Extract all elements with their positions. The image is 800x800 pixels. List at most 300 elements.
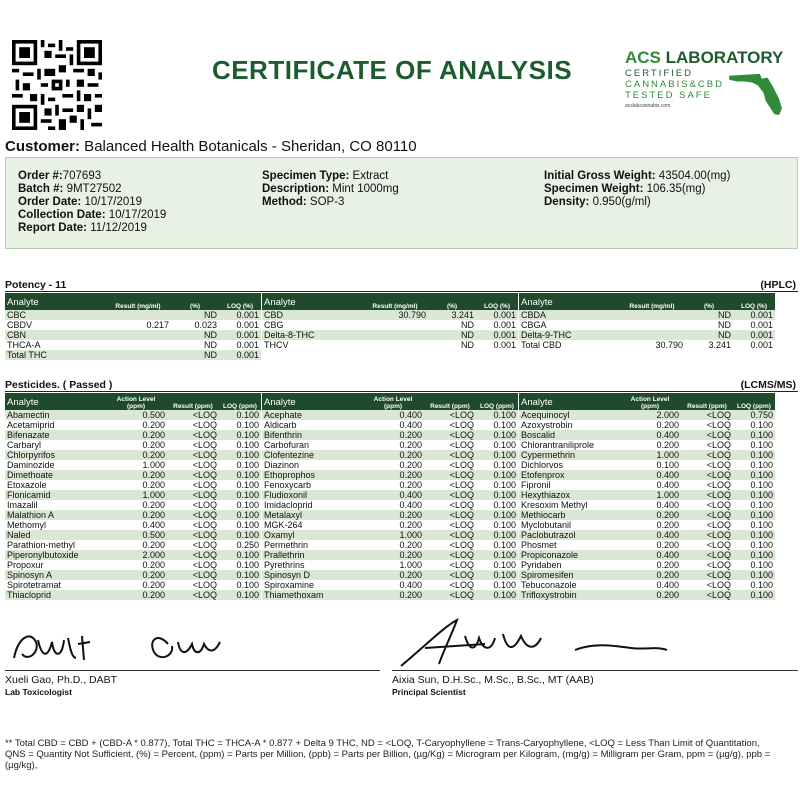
analyte-cell: Bifenthrin bbox=[262, 430, 362, 440]
value-cell: 0.100 bbox=[219, 560, 261, 570]
signer-role: Principal Scientist bbox=[392, 687, 466, 697]
value-cell: 0.400 bbox=[362, 500, 424, 510]
analyte-cell: Myclobutanil bbox=[519, 520, 619, 530]
table-row bbox=[262, 440, 518, 450]
value-cell: 0.100 bbox=[733, 570, 775, 580]
table-row bbox=[5, 470, 261, 480]
analyte-cell: Thiacloprid bbox=[5, 590, 105, 600]
florida-map-icon bbox=[727, 70, 785, 118]
value-cell: <LOQ bbox=[167, 500, 219, 510]
column-header: Analyte bbox=[5, 393, 105, 410]
info-field bbox=[544, 196, 730, 209]
value-cell: 0.217 bbox=[105, 320, 171, 330]
value-cell: 0.100 bbox=[476, 440, 518, 450]
table-row bbox=[519, 520, 775, 530]
value-cell: 30.790 bbox=[619, 340, 685, 350]
analyte-cell: Carbofuran bbox=[262, 440, 362, 450]
value-cell: <LOQ bbox=[681, 410, 733, 420]
value-cell: <LOQ bbox=[167, 590, 219, 600]
column-header: LOQ (ppm) bbox=[476, 393, 518, 410]
info-label: Order #: bbox=[18, 170, 63, 182]
value-cell: 0.100 bbox=[476, 550, 518, 560]
table-row bbox=[5, 340, 261, 350]
value-cell: <LOQ bbox=[681, 430, 733, 440]
value-cell: 1.000 bbox=[619, 450, 681, 460]
value-cell: 0.200 bbox=[105, 480, 167, 490]
value-cell: 0.200 bbox=[362, 450, 424, 460]
info-value: Extract bbox=[349, 170, 389, 182]
value-cell: 0.100 bbox=[219, 410, 261, 420]
value-cell: 0.001 bbox=[219, 310, 261, 320]
value-cell: 0.200 bbox=[619, 420, 681, 430]
value-cell: 0.100 bbox=[733, 550, 775, 560]
table-row bbox=[519, 540, 775, 550]
value-cell: 0.023 bbox=[171, 320, 219, 330]
value-cell: <LOQ bbox=[681, 570, 733, 580]
table-row bbox=[519, 500, 775, 510]
table-row bbox=[5, 430, 261, 440]
signature-aixia-sun bbox=[395, 616, 695, 670]
info-value: 10/17/2019 bbox=[81, 196, 143, 208]
value-cell: 0.200 bbox=[362, 570, 424, 580]
analyte-cell: Permethrin bbox=[262, 540, 362, 550]
value-cell: <LOQ bbox=[681, 550, 733, 560]
analyte-cell: CBC bbox=[5, 310, 105, 320]
value-cell: 0.200 bbox=[362, 540, 424, 550]
table-row bbox=[262, 410, 518, 420]
value-cell: <LOQ bbox=[681, 520, 733, 530]
analyte-cell: Paclobutrazol bbox=[519, 530, 619, 540]
value-cell: ND bbox=[428, 330, 476, 340]
table-row bbox=[519, 480, 775, 490]
value-cell: 1.000 bbox=[105, 490, 167, 500]
value-cell: 0.100 bbox=[476, 460, 518, 470]
value-cell: 0.100 bbox=[733, 510, 775, 520]
analyte-cell: Imazalil bbox=[5, 500, 105, 510]
table-row bbox=[262, 420, 518, 430]
column-header: LOQ (%) bbox=[733, 293, 775, 310]
column-header: LOQ (%) bbox=[476, 293, 518, 310]
value-cell: <LOQ bbox=[681, 490, 733, 500]
analyte-cell: CBGA bbox=[519, 320, 619, 330]
analyte-cell: Etoxazole bbox=[5, 480, 105, 490]
value-cell: 0.100 bbox=[733, 490, 775, 500]
table-row bbox=[262, 570, 518, 580]
value-cell: 0.200 bbox=[619, 520, 681, 530]
info-label: Report Date: bbox=[18, 222, 88, 234]
table-row bbox=[519, 570, 775, 580]
info-label: Initial Gross Weight: bbox=[544, 170, 656, 182]
value-cell: <LOQ bbox=[167, 570, 219, 580]
value-cell: 0.400 bbox=[619, 470, 681, 480]
value-cell: <LOQ bbox=[424, 590, 476, 600]
value-cell: 0.200 bbox=[105, 570, 167, 580]
value-cell: 0.200 bbox=[105, 540, 167, 550]
value-cell bbox=[362, 330, 428, 340]
table-row bbox=[262, 330, 518, 340]
potency-table bbox=[519, 293, 775, 350]
weight-info-column bbox=[544, 170, 730, 209]
value-cell: 0.200 bbox=[362, 480, 424, 490]
info-value: 106.35(mg) bbox=[643, 183, 706, 195]
value-cell: 0.100 bbox=[476, 450, 518, 460]
value-cell: 0.200 bbox=[362, 470, 424, 480]
value-cell: <LOQ bbox=[681, 420, 733, 430]
analyte-cell: Acephate bbox=[262, 410, 362, 420]
value-cell: 0.100 bbox=[219, 500, 261, 510]
column-header: LOQ (%) bbox=[219, 293, 261, 310]
analyte-cell: Daminozide bbox=[5, 460, 105, 470]
value-cell bbox=[105, 340, 171, 350]
value-cell: 3.241 bbox=[685, 340, 733, 350]
table-row bbox=[5, 590, 261, 600]
value-cell: 1.000 bbox=[619, 490, 681, 500]
column-header: Analyte bbox=[519, 393, 619, 410]
value-cell: 0.200 bbox=[362, 590, 424, 600]
table-row bbox=[519, 590, 775, 600]
table-row bbox=[5, 330, 261, 340]
info-field bbox=[18, 183, 166, 196]
analyte-cell: Tebuconazole bbox=[519, 580, 619, 590]
table-row bbox=[5, 510, 261, 520]
table-row bbox=[5, 460, 261, 470]
value-cell: 0.200 bbox=[362, 460, 424, 470]
value-cell: <LOQ bbox=[167, 490, 219, 500]
value-cell: <LOQ bbox=[424, 430, 476, 440]
info-value: 10/17/2019 bbox=[105, 209, 167, 221]
value-cell: 0.100 bbox=[219, 450, 261, 460]
info-value: 9MT27502 bbox=[63, 183, 122, 195]
column-header: Analyte bbox=[519, 293, 619, 310]
value-cell: 3.241 bbox=[428, 310, 476, 320]
info-value: 0.950(g/ml) bbox=[589, 196, 651, 208]
analyte-cell: Total CBD bbox=[519, 340, 619, 350]
info-label: Collection Date: bbox=[18, 209, 106, 221]
value-cell: 0.100 bbox=[219, 510, 261, 520]
value-cell: 0.200 bbox=[619, 570, 681, 580]
info-value: SOP-3 bbox=[306, 196, 345, 208]
value-cell: 0.100 bbox=[476, 410, 518, 420]
analyte-cell: CBD bbox=[262, 310, 362, 320]
info-value: 707693 bbox=[62, 170, 102, 182]
value-cell: 2.000 bbox=[619, 410, 681, 420]
value-cell: 0.400 bbox=[619, 530, 681, 540]
value-cell: 0.100 bbox=[619, 460, 681, 470]
column-header: Result (ppm) bbox=[424, 393, 476, 410]
info-label: Specimen Type: bbox=[262, 170, 350, 182]
table-row bbox=[5, 530, 261, 540]
value-cell: 0.200 bbox=[105, 500, 167, 510]
analyte-cell: Oxamyl bbox=[262, 530, 362, 540]
value-cell: 0.100 bbox=[733, 470, 775, 480]
value-cell: 0.200 bbox=[105, 560, 167, 570]
footnote: ** Total CBD = CBD + (CBD-A * 0.877), Total THC = THCA-A * 0.877 + Delta 9 THC, ND = <LOQ, T-Caryophyllene = Trans-Caryophyllene, <LOQ = Less Than Limit of Quantitation, QNS = Quantity Not Sufficient, (%) = Percent, (ppm) = Parts per Million, (ppb) = Parts per Billion, (µg/Kg) = Microgram per Kilogram, (mg/g) = Milligram per Gram, ppm = (µg/g), ppb = (µg/kg), bbox=[5, 738, 771, 771]
table-row bbox=[262, 520, 518, 530]
pesticides-table bbox=[519, 393, 775, 600]
table-row bbox=[519, 330, 775, 340]
value-cell: 0.001 bbox=[476, 340, 518, 350]
analyte-cell: Total THC bbox=[5, 350, 105, 360]
value-cell: 0.200 bbox=[105, 420, 167, 430]
value-cell: 0.100 bbox=[476, 430, 518, 440]
value-cell: <LOQ bbox=[167, 480, 219, 490]
analyte-cell: Trifloxystrobin bbox=[519, 590, 619, 600]
value-cell: 0.100 bbox=[219, 550, 261, 560]
column-header: Result (mg/ml) bbox=[362, 293, 428, 310]
value-cell: 0.001 bbox=[476, 310, 518, 320]
value-cell: 0.100 bbox=[733, 560, 775, 570]
table-row bbox=[262, 540, 518, 550]
value-cell: 0.100 bbox=[219, 480, 261, 490]
value-cell: <LOQ bbox=[681, 510, 733, 520]
value-cell: <LOQ bbox=[167, 430, 219, 440]
analyte-cell: Carbaryl bbox=[5, 440, 105, 450]
value-cell: 0.100 bbox=[476, 500, 518, 510]
value-cell: 1.000 bbox=[362, 560, 424, 570]
analyte-cell: Methomyl bbox=[5, 520, 105, 530]
analyte-cell: CBDV bbox=[5, 320, 105, 330]
info-label: Specimen Weight: bbox=[544, 183, 644, 195]
info-field bbox=[262, 183, 399, 196]
analyte-cell: Pyrethrins bbox=[262, 560, 362, 570]
value-cell: 0.400 bbox=[362, 580, 424, 590]
table-row bbox=[5, 310, 261, 320]
value-cell: 0.100 bbox=[733, 480, 775, 490]
analyte-cell: THCA-A bbox=[5, 340, 105, 350]
info-field bbox=[262, 170, 399, 183]
value-cell: <LOQ bbox=[681, 580, 733, 590]
value-cell: 0.100 bbox=[733, 520, 775, 530]
value-cell: 0.200 bbox=[619, 440, 681, 450]
value-cell: 0.100 bbox=[733, 530, 775, 540]
value-cell: <LOQ bbox=[424, 460, 476, 470]
column-header: LOQ (ppm) bbox=[733, 393, 775, 410]
value-cell: 0.100 bbox=[219, 520, 261, 530]
value-cell: 0.400 bbox=[619, 550, 681, 560]
analyte-cell: Clofentezine bbox=[262, 450, 362, 460]
value-cell: <LOQ bbox=[681, 540, 733, 550]
table-row bbox=[262, 510, 518, 520]
value-cell: <LOQ bbox=[167, 560, 219, 570]
value-cell: <LOQ bbox=[424, 580, 476, 590]
value-cell: 0.200 bbox=[619, 540, 681, 550]
analyte-cell: Fipronil bbox=[519, 480, 619, 490]
table-row bbox=[262, 560, 518, 570]
analyte-cell: Thiamethoxam bbox=[262, 590, 362, 600]
analyte-cell: CBN bbox=[5, 330, 105, 340]
value-cell: <LOQ bbox=[681, 450, 733, 460]
column-header: Analyte bbox=[262, 293, 362, 310]
analyte-cell: Cypermethrin bbox=[519, 450, 619, 460]
info-label: Order Date: bbox=[18, 196, 82, 208]
value-cell: 0.100 bbox=[733, 430, 775, 440]
info-value: Mint 1000mg bbox=[329, 183, 399, 195]
column-header: Analyte bbox=[5, 293, 105, 310]
table-row bbox=[519, 320, 775, 330]
value-cell: 0.200 bbox=[619, 560, 681, 570]
value-cell: <LOQ bbox=[167, 420, 219, 430]
column-header: Action Level (ppm) bbox=[105, 393, 167, 410]
analyte-cell: Delta-8-THC bbox=[262, 330, 362, 340]
analyte-cell: Chlorantraniliprole bbox=[519, 440, 619, 450]
value-cell: ND bbox=[685, 330, 733, 340]
value-cell: <LOQ bbox=[167, 520, 219, 530]
value-cell: 1.000 bbox=[362, 530, 424, 540]
analyte-cell: Fludioxonil bbox=[262, 490, 362, 500]
table-row bbox=[262, 340, 518, 350]
table-row bbox=[262, 320, 518, 330]
table-row bbox=[262, 430, 518, 440]
table-row bbox=[262, 480, 518, 490]
table-row bbox=[519, 460, 775, 470]
column-header: Result (mg/ml) bbox=[619, 293, 685, 310]
value-cell: <LOQ bbox=[424, 490, 476, 500]
table-row bbox=[5, 490, 261, 500]
value-cell: <LOQ bbox=[681, 590, 733, 600]
table-row bbox=[262, 490, 518, 500]
table-row bbox=[519, 490, 775, 500]
value-cell: 0.100 bbox=[476, 540, 518, 550]
value-cell: <LOQ bbox=[681, 560, 733, 570]
value-cell: 0.200 bbox=[105, 510, 167, 520]
analyte-cell: Bifenazate bbox=[5, 430, 105, 440]
table-row bbox=[5, 520, 261, 530]
table-row bbox=[519, 530, 775, 540]
value-cell bbox=[105, 350, 171, 360]
table-row bbox=[519, 450, 775, 460]
value-cell: ND bbox=[428, 320, 476, 330]
value-cell: 0.500 bbox=[105, 530, 167, 540]
value-cell: 0.001 bbox=[733, 330, 775, 340]
value-cell bbox=[362, 320, 428, 330]
value-cell: <LOQ bbox=[424, 530, 476, 540]
analyte-cell: Piperonylbutoxide bbox=[5, 550, 105, 560]
value-cell: 0.400 bbox=[619, 430, 681, 440]
value-cell: 0.100 bbox=[219, 590, 261, 600]
value-cell bbox=[619, 330, 685, 340]
column-header: Action Level (ppm) bbox=[619, 393, 681, 410]
pesticides-table bbox=[5, 393, 261, 600]
value-cell: 0.200 bbox=[362, 520, 424, 530]
analyte-cell: Acequinocyl bbox=[519, 410, 619, 420]
column-header: (%) bbox=[171, 293, 219, 310]
value-cell: 0.400 bbox=[362, 490, 424, 500]
info-value: 43504.00(mg) bbox=[655, 170, 731, 182]
value-cell: 0.100 bbox=[219, 530, 261, 540]
analyte-cell: CBG bbox=[262, 320, 362, 330]
table-row bbox=[5, 420, 261, 430]
value-cell: <LOQ bbox=[681, 440, 733, 450]
value-cell: 0.001 bbox=[219, 320, 261, 330]
value-cell: 0.200 bbox=[619, 510, 681, 520]
value-cell: 0.001 bbox=[733, 310, 775, 320]
value-cell: 0.200 bbox=[619, 590, 681, 600]
value-cell: <LOQ bbox=[424, 500, 476, 510]
document-title: CERTIFICATE OF ANALYSIS bbox=[211, 55, 573, 85]
value-cell: 0.100 bbox=[476, 520, 518, 530]
analyte-cell: Propiconazole bbox=[519, 550, 619, 560]
analyte-cell: Abamectin bbox=[5, 410, 105, 420]
value-cell: <LOQ bbox=[424, 560, 476, 570]
table-row bbox=[5, 560, 261, 570]
analyte-cell: Delta-9-THC bbox=[519, 330, 619, 340]
analyte-cell: Naled bbox=[5, 530, 105, 540]
value-cell: <LOQ bbox=[681, 460, 733, 470]
analyte-cell: Diazinon bbox=[262, 460, 362, 470]
value-cell: ND bbox=[685, 310, 733, 320]
signer-role: Lab Toxicologist bbox=[5, 687, 72, 697]
value-cell: 0.100 bbox=[476, 570, 518, 580]
analyte-cell: Spirotetramat bbox=[5, 580, 105, 590]
value-cell: 0.100 bbox=[219, 460, 261, 470]
value-cell: 0.400 bbox=[619, 500, 681, 510]
info-label: Description: bbox=[262, 183, 330, 195]
value-cell: <LOQ bbox=[167, 580, 219, 590]
value-cell bbox=[619, 320, 685, 330]
info-label: Density: bbox=[544, 196, 590, 208]
analyte-cell: Azoxystrobin bbox=[519, 420, 619, 430]
value-cell: 0.200 bbox=[105, 440, 167, 450]
value-cell: 0.100 bbox=[476, 490, 518, 500]
column-header: (%) bbox=[685, 293, 733, 310]
table-row bbox=[5, 440, 261, 450]
value-cell: 0.100 bbox=[219, 580, 261, 590]
value-cell: 0.100 bbox=[476, 420, 518, 430]
value-cell: 0.100 bbox=[476, 530, 518, 540]
signature-xueli-gao bbox=[8, 618, 278, 668]
value-cell: 0.200 bbox=[105, 430, 167, 440]
table-row bbox=[519, 550, 775, 560]
value-cell: 0.100 bbox=[733, 440, 775, 450]
analyte-cell: Boscalid bbox=[519, 430, 619, 440]
analyte-cell: Kresoxim Methyl bbox=[519, 500, 619, 510]
info-field bbox=[544, 183, 730, 196]
value-cell: 0.200 bbox=[105, 450, 167, 460]
value-cell: 0.400 bbox=[619, 580, 681, 590]
value-cell: 30.790 bbox=[362, 310, 428, 320]
info-field bbox=[18, 209, 166, 222]
table-row bbox=[5, 570, 261, 580]
value-cell: 0.250 bbox=[219, 540, 261, 550]
table-row bbox=[5, 500, 261, 510]
analyte-cell: Chlorpyrifos bbox=[5, 450, 105, 460]
analyte-cell: Acetamiprid bbox=[5, 420, 105, 430]
value-cell bbox=[619, 310, 685, 320]
value-cell: <LOQ bbox=[167, 450, 219, 460]
value-cell: 0.001 bbox=[476, 320, 518, 330]
value-cell: 0.100 bbox=[733, 420, 775, 430]
value-cell: 0.400 bbox=[105, 520, 167, 530]
analyte-cell: Dimethoate bbox=[5, 470, 105, 480]
table-row bbox=[519, 430, 775, 440]
value-cell bbox=[105, 330, 171, 340]
table-row bbox=[519, 440, 775, 450]
table-row bbox=[262, 530, 518, 540]
table-row bbox=[519, 470, 775, 480]
value-cell: 0.100 bbox=[733, 580, 775, 590]
analyte-cell: Imidacloprid bbox=[262, 500, 362, 510]
column-header: Action Level (ppm) bbox=[362, 393, 424, 410]
value-cell: 0.200 bbox=[105, 580, 167, 590]
potency-table bbox=[5, 293, 261, 360]
value-cell: 0.500 bbox=[105, 410, 167, 420]
value-cell: 0.100 bbox=[733, 450, 775, 460]
value-cell: 0.100 bbox=[476, 470, 518, 480]
value-cell: 0.100 bbox=[733, 540, 775, 550]
info-field bbox=[18, 196, 166, 209]
value-cell: <LOQ bbox=[681, 470, 733, 480]
value-cell: 0.200 bbox=[362, 440, 424, 450]
